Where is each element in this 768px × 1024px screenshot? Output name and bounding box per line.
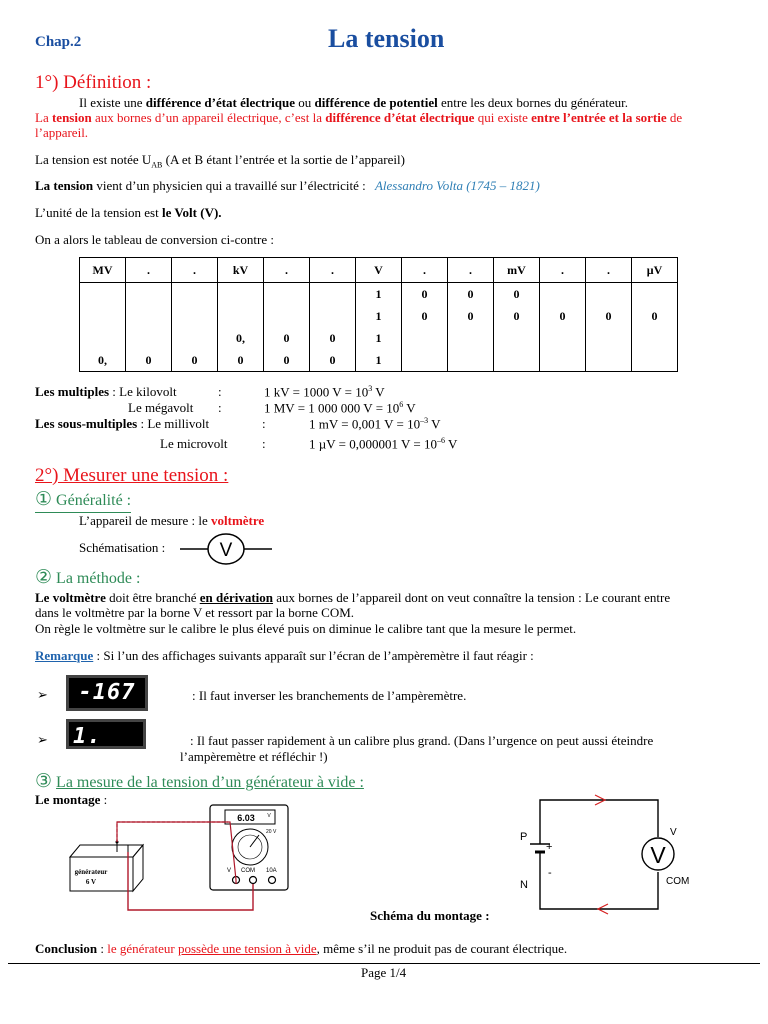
generalite-heading: ① Généralité : <box>35 488 131 513</box>
table-header-cell: kV <box>218 258 264 283</box>
table-cell: 0 <box>402 283 448 306</box>
table-cell <box>126 283 172 306</box>
table-cell <box>448 349 494 372</box>
table-cell <box>218 305 264 327</box>
table-cell: 0 <box>448 305 494 327</box>
table-header-cell: . <box>172 258 218 283</box>
table-cell <box>218 283 264 306</box>
methode-line3: On règle le voltmètre sur le calibre le plus élevé puis on diminue le calibre tant que la mesure le permet. <box>35 621 577 636</box>
table-cell <box>310 283 356 306</box>
table-cell: 0 <box>126 349 172 372</box>
colon: : <box>218 384 222 399</box>
table-cell: 0 <box>402 305 448 327</box>
svg-text:N: N <box>520 879 528 891</box>
table-cell <box>172 283 218 306</box>
mega-name: Le mégavolt <box>128 400 194 415</box>
table-cell <box>586 349 632 372</box>
conclusion-text: Conclusion : le générateur possède une tension à vide, même s’il ne produit pas de courant électrique. <box>35 941 568 956</box>
methode-heading: ② La méthode : <box>35 567 141 588</box>
table-cell: 0 <box>494 305 540 327</box>
table-header-cell: . <box>586 258 632 283</box>
table-cell <box>126 327 172 349</box>
milli-equation: 1 mV = 0,001 $V = 10^{-3}$ V <box>309 416 441 432</box>
table-cell: 0 <box>586 305 632 327</box>
table-cell <box>540 327 586 349</box>
lcd-display-negative: -167 <box>66 675 148 711</box>
table-cell <box>448 327 494 349</box>
table-cell <box>80 283 126 306</box>
table-cell: 1 <box>356 349 402 372</box>
notation-text: La tension est notée $U_{AB}$ (A et B étant l’entrée et la sortie de l’appareil) <box>35 152 405 170</box>
page-number: Page 1/4 <box>361 965 407 980</box>
table-cell <box>632 283 678 306</box>
multiples-milli: Les sous-multiples : Le millivolt <box>35 416 210 431</box>
conversion-table <box>79 257 678 372</box>
montage-illustration <box>60 800 320 920</box>
display2-explanation-1: : Il faut passer rapidement à un calibre plus grand. (Dans l’urgence on peut aussi éteindre <box>190 733 654 748</box>
table-cell <box>402 327 448 349</box>
table-cell: 1 <box>356 305 402 327</box>
svg-text:6 V: 6 V <box>85 878 97 886</box>
table-header-cell: V <box>356 258 402 283</box>
micro-name: Le microvolt <box>160 436 228 451</box>
table-header-cell: . <box>126 258 172 283</box>
table-cell <box>586 283 632 306</box>
table-cell: 0 <box>448 283 494 306</box>
svg-text:6.03: 6.03 <box>237 813 255 823</box>
display1-explanation: : Il faut inverser les branchements de l’ampèremètre. <box>192 688 467 703</box>
section1-heading: 1°) Définition : <box>35 72 152 93</box>
lcd-display-overload: 1. <box>66 719 146 749</box>
definition-line2: La tension aux bornes d’un appareil électrique, c’est la différence d’état électrique qui existe entre l’entrée et la sortie de <box>35 110 683 125</box>
svg-text:COM: COM <box>666 876 690 887</box>
table-cell: 0 <box>310 327 356 349</box>
svg-text:-: - <box>548 867 552 879</box>
table-cell <box>540 283 586 306</box>
svg-text:générateur: générateur <box>74 868 108 876</box>
svg-text:P: P <box>520 831 528 843</box>
bullet: ➢ <box>37 687 48 702</box>
table-cell: 0 <box>494 283 540 306</box>
table-cell <box>264 305 310 327</box>
montage-label: Le montage : <box>35 792 108 807</box>
svg-text:V: V <box>227 868 232 874</box>
remarque-text: Remarque : Si l’un des affichages suivants apparaît sur l’écran de l’ampèremètre il faut réagir : <box>35 648 534 663</box>
table-cell <box>402 349 448 372</box>
table-cell: 0 <box>218 349 264 372</box>
svg-text:V: V <box>219 540 233 561</box>
methode-line1: Le voltmètre doit être branché en dérivation aux bornes de l’appareil dont on veut connaître la tension : Le courant entre <box>35 590 671 605</box>
svg-text:20 V: 20 V <box>266 829 277 835</box>
colon: : <box>218 400 222 415</box>
table-header-cell: MV <box>80 258 126 283</box>
svg-text:V: V <box>650 842 666 868</box>
table-cell <box>540 349 586 372</box>
schema-label: Schématisation : <box>79 540 166 555</box>
circuit-schema <box>508 792 698 920</box>
mesure-heading: ③ La mesure de la tension d’un générateur à vide : <box>35 771 364 792</box>
table-cell: 0 <box>310 349 356 372</box>
svg-text:V: V <box>670 827 677 838</box>
appareil-text: L’appareil de mesure : le voltmètre <box>79 513 265 528</box>
voltmeter-symbol <box>180 532 275 566</box>
definition-line1: Il existe une différence d’état électrique ou différence de potentiel entre les deux bornes du générateur. <box>79 95 628 110</box>
volta-text: La tension vient d’un physicien qui a travaillé sur l’électricité : Alessandro Volta (1745 – 1821) <box>35 178 540 193</box>
table-cell: 0 <box>632 305 678 327</box>
methode-line2: dans le voltmètre par la borne V et ressort par la borne COM. <box>35 605 355 620</box>
table-cell <box>126 305 172 327</box>
svg-text:+: + <box>546 841 553 853</box>
table-cell <box>632 327 678 349</box>
table-cell <box>172 327 218 349</box>
footer-divider <box>8 963 760 964</box>
table-cell <box>310 305 356 327</box>
kilo-equation: 1 kV = 1000 $V = 10^3$ V <box>264 384 385 400</box>
table-cell: 0, <box>80 349 126 372</box>
table-header-cell: . <box>540 258 586 283</box>
unit-text: L’unité de la tension est le Volt (V). <box>35 205 222 220</box>
chapter-label: Chap.2 <box>35 34 82 50</box>
conversion-intro: On a alors le tableau de conversion ci-contre : <box>35 232 274 247</box>
table-cell <box>172 305 218 327</box>
table-cell: 0 <box>264 349 310 372</box>
svg-text:V: V <box>267 813 271 819</box>
table-header-cell: . <box>402 258 448 283</box>
table-header-cell: . <box>310 258 356 283</box>
colon: : <box>262 416 266 431</box>
table-cell <box>494 349 540 372</box>
table-header-cell: μV <box>632 258 678 283</box>
colon: : <box>262 436 266 451</box>
micro-equation: 1 µV = 0,000001 $V = 10^{-6}$ V <box>309 436 458 452</box>
mega-equation: 1 MV = 1 000 000 $V = 10^6$ V <box>264 400 416 416</box>
table-cell <box>632 349 678 372</box>
svg-text:COM: COM <box>241 868 255 874</box>
table-cell: 0 <box>264 327 310 349</box>
table-header-cell: mV <box>494 258 540 283</box>
table-cell: 0 <box>172 349 218 372</box>
table-cell: 0, <box>218 327 264 349</box>
page-title: La tension <box>328 24 445 53</box>
table-cell: 1 <box>356 327 402 349</box>
table-cell <box>494 327 540 349</box>
table-cell <box>586 327 632 349</box>
table-cell <box>264 283 310 306</box>
section2-heading: 2°) Mesurer une tension : <box>35 465 229 486</box>
svg-text:10A: 10A <box>266 868 277 874</box>
table-cell: 1 <box>356 283 402 306</box>
table-header-cell: . <box>264 258 310 283</box>
multiples-kilo: Les multiples : Le kilovolt <box>35 384 177 399</box>
table-cell <box>80 305 126 327</box>
bullet: ➢ <box>37 732 48 747</box>
definition-line3: l’appareil. <box>35 125 89 140</box>
table-cell <box>80 327 126 349</box>
display2-explanation-2: l’ampèremètre et réfléchir !) <box>180 749 328 764</box>
table-cell: 0 <box>540 305 586 327</box>
schema-caption: Schéma du montage : <box>370 908 490 923</box>
table-header-cell: . <box>448 258 494 283</box>
